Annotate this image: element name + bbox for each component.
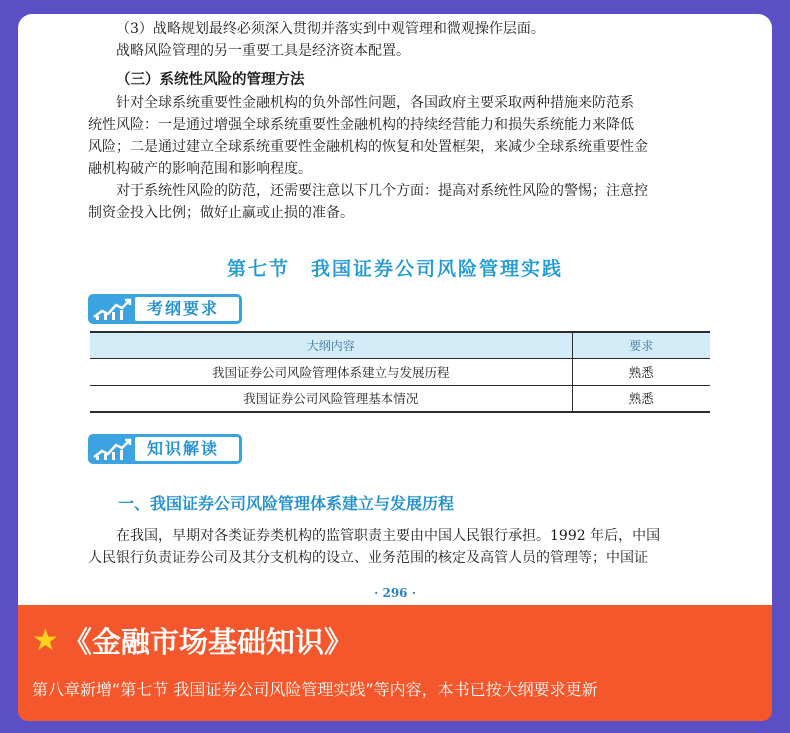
table-row — [90, 385, 710, 412]
paragraph-systemic-1 — [88, 92, 730, 180]
banner-title — [32, 620, 353, 660]
text-line: 人民银行负责证券公司及其分支机构的设立、业务范围的核定及高管人员的管理等；中国证 — [88, 550, 648, 566]
text-line: 融机构破产的影响范围和影响程度。 — [88, 161, 312, 177]
table-header-requirement: 要求 — [572, 332, 710, 358]
text-line: 战略风险管理的另一重要工具是经济资本配置。 — [116, 43, 410, 59]
text-line: 对于系统性风险的防范，还需要注意以下几个方面：提高对系统性风险的警惕；注意控 — [116, 183, 648, 199]
book-page — [18, 14, 772, 605]
table-header-content: 大纲内容 — [90, 332, 572, 358]
text-line: 在我国，早期对各类证券类机构的监管职责主要由中国人民银行承担。1992 年后，中国 — [116, 528, 661, 544]
promo-banner — [18, 605, 772, 721]
outline-requirements-tag — [88, 294, 242, 324]
table-cell-content: 我国证券公司风险管理基本情况 — [90, 385, 572, 412]
section-title: 第七节 我国证券公司风险管理实践 — [226, 258, 563, 280]
knowledge-tag-label: 知识解读 — [134, 436, 240, 462]
paragraph-knowledge — [88, 525, 730, 569]
trend-chart-icon — [92, 437, 134, 461]
paragraph-strategy — [88, 18, 730, 62]
text-line: 制资金投入比例；做好止赢或止损的准备。 — [88, 205, 354, 221]
table-header-row — [90, 332, 710, 358]
table-row — [90, 358, 710, 385]
systemic-risk-heading: （三）系统性风险的管理方法 — [116, 71, 305, 88]
text-line: （3）战略规划最终必须深入贯彻并落实到中观管理和微观操作层面。 — [116, 21, 545, 37]
text-line: 风险；二是通过建立全球系统重要性金融机构的恢复和处置框架，来减少全球系统重要性金 — [88, 139, 648, 155]
star-icon: ★ — [32, 622, 59, 658]
paragraph-systemic-2 — [88, 180, 730, 224]
knowledge-subheading: 一、我国证券公司风险管理体系建立与发展历程 — [118, 494, 455, 513]
page-number: · 296 · — [374, 586, 416, 600]
outline-table — [90, 331, 710, 413]
table-cell-content: 我国证券公司风险管理体系建立与发展历程 — [90, 358, 572, 385]
banner-subtitle: 第八章新增“第七节 我国证券公司风险管理实践”等内容，本书已按大纲要求更新 — [32, 680, 598, 699]
outline-tag-label: 考纲要求 — [134, 296, 240, 322]
knowledge-interpretation-tag — [88, 434, 242, 464]
trend-chart-icon — [92, 297, 134, 321]
text-line: 针对全球系统重要性金融机构的负外部性问题，各国政府主要采取两种措施来防范系 — [116, 95, 634, 111]
table-cell-requirement: 熟悉 — [572, 358, 710, 385]
table-cell-requirement: 熟悉 — [572, 385, 710, 412]
text-line: 统性风险：一是通过增强全球系统重要性金融机构的持续经营能力和损失系统能力来降低 — [88, 117, 634, 133]
banner-title-text: 《金融市场基础知识》 — [62, 624, 353, 659]
